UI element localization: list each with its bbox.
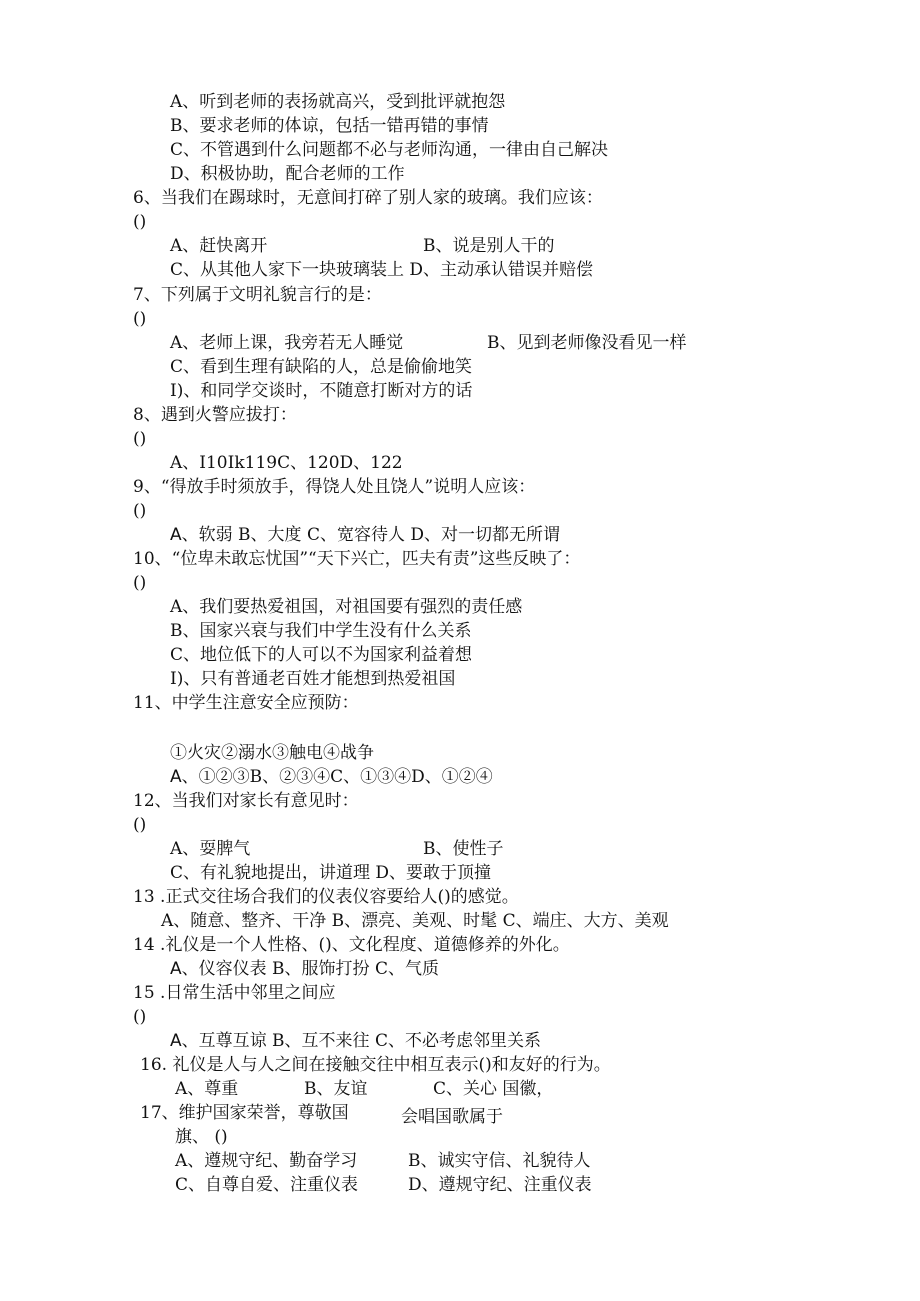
q6-stem: 6、当我们在踢球时，无意间打碎了别人家的玻璃。我们应该： — [133, 188, 603, 208]
q10-option-c: C、地位低下的人可以不为国家利益着想 — [170, 645, 473, 665]
q11-option-prefix: A — [170, 767, 182, 787]
q8-options: A、I10Ik119C、120D、122 — [170, 453, 403, 473]
q16-option-a: A、尊重 — [175, 1079, 239, 1099]
q9-answer-blank: () — [133, 501, 147, 521]
q8-stem: 8、遇到火警应拔打： — [133, 405, 297, 425]
q16-option-c: C、关心 国徽， — [433, 1079, 554, 1099]
q10-option-d: I)、只有普通老百姓才能想到热爱祖国 — [170, 669, 456, 689]
q14-options — [170, 959, 439, 979]
q13-options: A、随意、整齐、干净 B、漂亮、美观、时髦 C、端庄、大方、美观 — [161, 911, 669, 931]
q7-answer-blank: () — [133, 309, 147, 329]
q5-option-c: C、不管遇到什么问题都不必与老师沟通，一律由自己解决 — [170, 140, 609, 160]
q12-answer-blank: () — [133, 815, 147, 835]
q11-options-text: 、①②③B、②③④C、①③④D、①②④ — [181, 767, 493, 787]
q7-option-b: B、见到老师像没看见一样 — [487, 333, 687, 353]
q5-option-d: D、积极协助，配合老师的工作 — [170, 164, 405, 184]
q7-option-a: A、老师上课，我旁若无人睡觉 — [170, 333, 404, 353]
q5-option-a: A、听到老师的表扬就高兴，受到批评就抱怨 — [170, 92, 506, 112]
q15-options — [170, 1031, 541, 1051]
q5-option-b: B、要求老师的体谅，包括一错再错的事情 — [170, 116, 489, 136]
q15-answer-blank: () — [133, 1007, 147, 1027]
q17-option-a: A、遵规守纪、勤奋学习 — [175, 1151, 358, 1171]
q13-stem: 13 .正式交往场合我们的仪表仪容要给人()的感觉。 — [133, 887, 519, 907]
q6-option-cd: C、从其他人家下一块玻璃装上 D、主动承认错误并赔偿 — [170, 260, 594, 280]
q9-stem: 9、“得放手时须放手，得饶人处且饶人”说明人应该： — [133, 477, 536, 497]
q10-option-b: B、国家兴衰与我们中学生没有什么关系 — [170, 621, 472, 641]
q9-options-text: 、软弱 B、大度 C、宽容待人 D、对一切都无所谓 — [181, 525, 560, 545]
q10-answer-blank: () — [133, 573, 147, 593]
q6-option-a: A、赶快离开 — [170, 236, 268, 256]
q16-stem: 16. 礼仪是人与人之间在接触交往中相互表示()和友好的行为。 — [140, 1055, 611, 1075]
q17-option-d: D、遵规守纪、注重仪表 — [408, 1175, 592, 1195]
q6-answer-blank: () — [133, 212, 147, 232]
q17-stem-line2: 旗、 () — [175, 1127, 228, 1147]
q8-answer-blank: () — [133, 429, 147, 449]
q17-stem-middle: 会唱国歌属于 — [401, 1107, 503, 1127]
q14-option-prefix: A — [170, 959, 182, 979]
q15-options-text: 、互尊互谅 B、互不来往 C、不必考虑邻里关系 — [181, 1031, 541, 1051]
q9-option-prefix: A — [170, 525, 182, 545]
q7-option-d: I)、和同学交谈时，不随意打断对方的话 — [170, 381, 473, 401]
q11-options — [170, 767, 493, 787]
q7-option-c: C、看到生理有缺陷的人，总是偷偷地笑 — [170, 357, 473, 377]
q15-option-prefix: A — [170, 1031, 182, 1051]
q17-stem-line1: 17、维护国家荣誉，尊敬国 — [140, 1103, 349, 1123]
q16-option-b: B、友谊 — [304, 1079, 368, 1099]
q10-option-a: A、我们要热爱祖国，对祖国要有强烈的责任感 — [170, 597, 523, 617]
q17-option-c: C、自尊自爱、注重仪表 — [175, 1175, 359, 1195]
q12-stem: 12、当我们对家长有意见时： — [133, 791, 359, 811]
q12-option-a: A、耍脾气 — [170, 839, 251, 859]
q7-stem: 7、下列属于文明礼貌言行的是： — [133, 285, 382, 305]
q11-stem: 11、中学生注意安全应预防： — [133, 693, 359, 713]
q6-option-b: B、说是别人干的 — [423, 236, 555, 256]
q14-options-text: 、仪容仪表 B、服饰打扮 C、气质 — [181, 959, 439, 979]
q9-options — [170, 525, 560, 545]
q15-stem: 15 .日常生活中邻里之间应 — [133, 983, 336, 1003]
q12-option-b: B、使性子 — [423, 839, 504, 859]
q10-stem: 10、“位卑未敢忘忧国”“天下兴亡，匹夫有责”这些反映了： — [133, 549, 581, 569]
q17-option-b: B、诚实守信、礼貌待人 — [408, 1151, 591, 1171]
q12-option-cd: C、有礼貌地提出，讲道理 D、要敢于顶撞 — [170, 863, 492, 883]
q11-items: ①火灾②溺水③触电④战争 — [170, 743, 374, 763]
q14-stem: 14 .礼仪是一个人性格、()、文化程度、道德修养的外化。 — [133, 935, 570, 955]
